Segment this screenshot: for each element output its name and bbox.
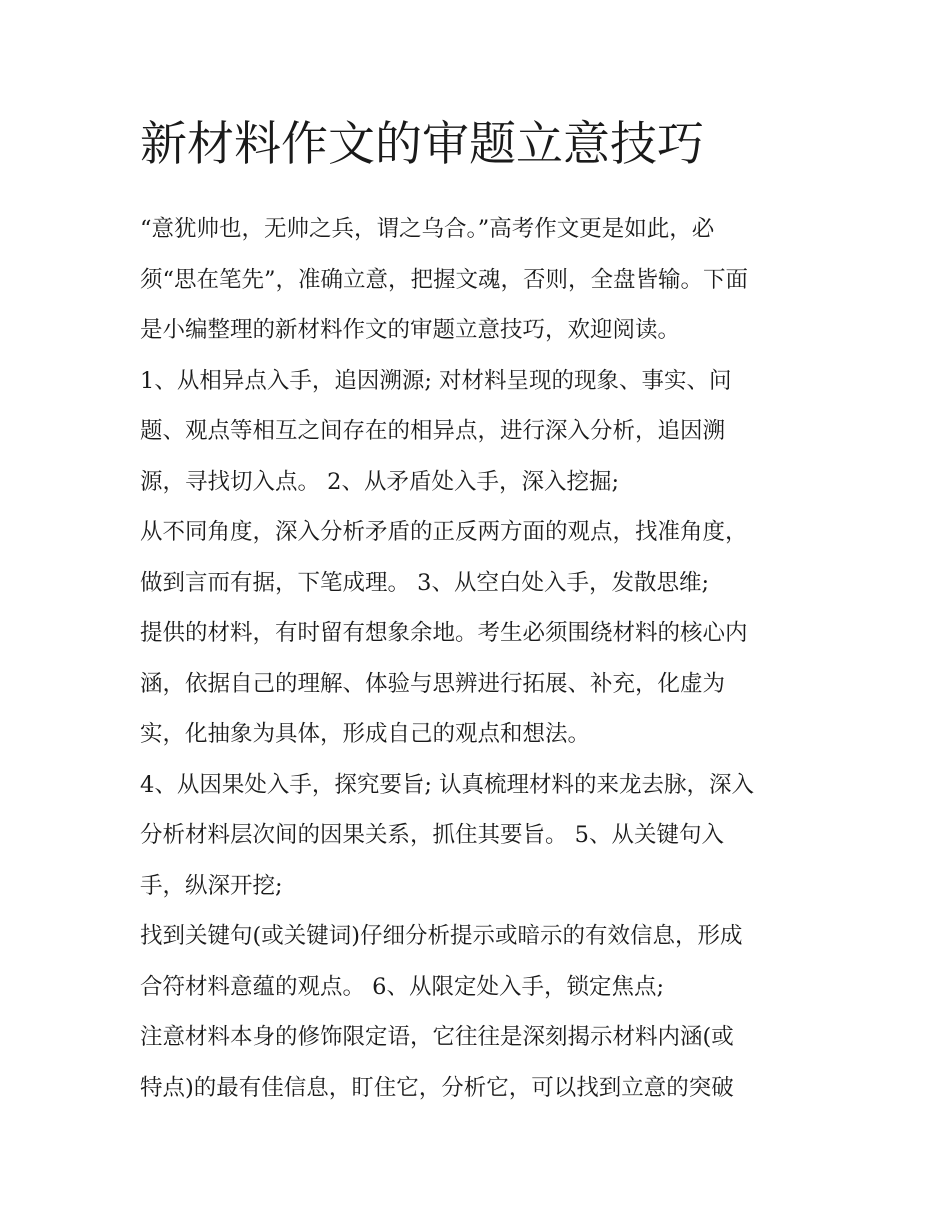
body-line: 从不同角度，深入分析矛盾的正反两方面的观点，找准角度， xyxy=(140,519,748,545)
body-line: 注意材料本身的修饰限定语，它往往是深刻揭示材料内涵(或 xyxy=(140,1024,734,1050)
body-line: 1、从相异点入手，追因溯源; 对材料呈现的现象、事实、问 xyxy=(140,367,732,394)
body-line: 题、观点等相互之间存在的相异点，进行深入分析，追因溯 xyxy=(140,418,726,444)
body-line: 合符材料意蕴的观点。 6、从限定处入手，锁定焦点; xyxy=(140,973,665,1000)
body-line: 分析材料层次间的因果关系，抓住其要旨。 5、从关键句入 xyxy=(140,822,724,848)
body-line: 找到关键句(或关键词)仔细分析提示或暗示的有效信息，形成 xyxy=(140,923,743,949)
body-line: 4、从因果处入手，探究要旨; 认真梳理材料的来龙去脉，深入 xyxy=(140,771,755,798)
body-line: 实，化抽象为具体，形成自己的观点和想法。 xyxy=(140,721,591,747)
document-title: 新材料作文的审题立意技巧 xyxy=(140,117,704,172)
body-line: 做到言而有据，下笔成理。 3、从空白处入手，发散思维; xyxy=(140,569,710,596)
body-line: 源，寻找切入点。 2、从矛盾处入手，深入挖掘; xyxy=(140,468,620,495)
body-line: “意犹帅也，无帅之兵，谓之乌合。”高考作文更是如此，必 xyxy=(140,216,715,242)
body-line: 须“思在笔先”，准确立意，把握文魂，否则，全盘皆输。下面 xyxy=(140,266,749,293)
body-line: 提供的材料，有时留有想象余地。考生必须围绕材料的核心内 xyxy=(140,620,748,646)
document-body xyxy=(140,204,812,1113)
body-line: 是小编整理的新材料作文的审题立意技巧，欢迎阅读。 xyxy=(140,317,681,343)
body-line: 手，纵深开挖; xyxy=(140,872,283,899)
body-line: 特点)的最有佳信息，盯住它，分析它，可以找到立意的突破 xyxy=(140,1074,734,1101)
body-line: 涵，依据自己的理解、体验与思辨进行拓展、补充，化虚为 xyxy=(140,670,726,697)
